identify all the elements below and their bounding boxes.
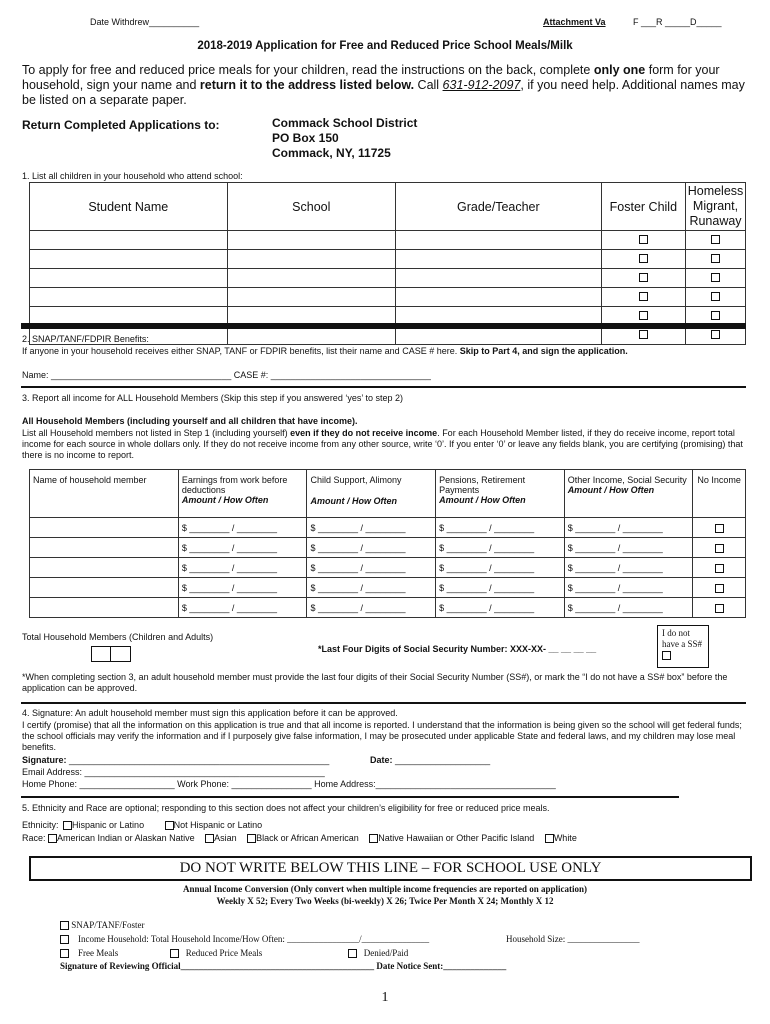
foster-checkbox[interactable] bbox=[639, 254, 648, 263]
no-income-checkbox[interactable] bbox=[715, 604, 724, 613]
col-no-income: No Income bbox=[693, 470, 746, 518]
col-child-support: Child Support, Alimony Amount / How Often bbox=[307, 470, 436, 518]
free-meals-checkbox[interactable] bbox=[60, 949, 69, 958]
return-address: Commack School District PO Box 150 Commack, NY, 11725 bbox=[272, 116, 418, 160]
income-table bbox=[29, 469, 746, 618]
fr-codes[interactable]: F ___R _____D_____ bbox=[633, 17, 722, 27]
step2-label: 2. SNAP/TANF/FDPIR Benefits: bbox=[22, 334, 149, 344]
table-row: $ ________ / ________ $ ________ / ________ $ ________ / ________ $ ________ / ________ bbox=[30, 558, 746, 578]
step3-heading: All Household Members (including yourself and all children that have income). bbox=[22, 416, 358, 426]
step3-instructions: List all Household members not listed in Step 1 (including yourself) even if they do not receive income. For each Household Member listed, if they do receive income, report total income for each source in whole dollars only. If they do not receive income from any other source, write ‘0’. If you enter ‘0’ or leave any fields blank, you are certifying (promising) that there is no income to report. bbox=[22, 428, 743, 460]
income-household-checkbox[interactable] bbox=[60, 935, 69, 944]
table-row: $ ________ / ________ $ ________ / ________ $ ________ / ________ $ ________ / ________ bbox=[30, 538, 746, 558]
snap-row: SNAP/TANF/Foster bbox=[60, 920, 145, 930]
snap-name-case-field[interactable]: Name: ____________________________________ CASE #: ________________________________ bbox=[22, 370, 431, 380]
household-size-field[interactable]: Household Size: ________________ bbox=[506, 934, 640, 944]
ethnicity-row: Ethnicity: Hispanic or Latino Not Hispanic or Latino bbox=[22, 820, 263, 830]
homeless-checkbox[interactable] bbox=[711, 292, 720, 301]
signature-row: Signature: ____________________________________________________ bbox=[22, 755, 330, 765]
foster-checkbox[interactable] bbox=[639, 311, 648, 320]
signature-field[interactable]: ____________________________________________________ bbox=[69, 755, 330, 765]
pacific-islander-checkbox[interactable] bbox=[369, 834, 378, 843]
date-field[interactable]: ___________________ bbox=[395, 755, 491, 765]
email-field[interactable]: Email Address: ________________________________________________ bbox=[22, 767, 325, 777]
no-income-checkbox[interactable] bbox=[715, 524, 724, 533]
table-row bbox=[30, 288, 746, 307]
foster-checkbox[interactable] bbox=[639, 273, 648, 282]
col-earnings: Earnings from work before deductions Amount / How Often bbox=[178, 470, 307, 518]
denied-checkbox[interactable] bbox=[348, 949, 357, 958]
office-use-banner: DO NOT WRITE BELOW THIS LINE – FOR SCHOOL USE ONLY bbox=[29, 856, 752, 881]
race-row: Race: American Indian or Alaskan Native Asian Black or African American Native Hawaiian or Other Pacific Island White bbox=[22, 833, 577, 843]
free-meals-row: Free Meals bbox=[60, 948, 118, 958]
table-row bbox=[30, 231, 746, 250]
table-row: $ ________ / ________ $ ________ / ________ $ ________ / ________ $ ________ / ________ bbox=[30, 598, 746, 618]
homeless-checkbox[interactable] bbox=[711, 311, 720, 320]
col-homeless: Homeless Migrant, Runaway bbox=[686, 183, 746, 231]
foster-checkbox[interactable] bbox=[639, 235, 648, 244]
step3-label: 3. Report all income for ALL Household Members (Skip this step if you answered ‘yes’ to step 2) bbox=[22, 393, 404, 403]
income-household-row: Income Household: Total Household Income/How Often: ________________/_______________ bbox=[60, 934, 429, 944]
section-divider bbox=[21, 702, 746, 704]
children-table bbox=[29, 182, 746, 345]
no-income-checkbox[interactable] bbox=[715, 564, 724, 573]
no-income-checkbox[interactable] bbox=[715, 544, 724, 553]
conversion-rates: Weekly X 52; Every Two Weeks (bi-weekly) X 26; Twice Per Month X 24; Monthly X 12 bbox=[216, 896, 554, 906]
step1-label: 1. List all children in your household who attend school: bbox=[22, 171, 243, 181]
table-row bbox=[30, 250, 746, 269]
help-phone-link[interactable]: 631-912-2097 bbox=[442, 78, 521, 92]
col-student-name: Student Name bbox=[30, 183, 228, 231]
section-divider bbox=[21, 323, 746, 329]
not-hispanic-checkbox[interactable] bbox=[165, 821, 174, 830]
section-divider bbox=[21, 796, 679, 798]
table-row bbox=[30, 269, 746, 288]
date-withdrew-field[interactable]: Date Withdrew__________ bbox=[90, 17, 200, 27]
homeless-checkbox[interactable] bbox=[711, 254, 720, 263]
page-title: 2018-2019 Application for Free and Reduced Price School Meals/Milk bbox=[197, 40, 573, 52]
phone-address-fields[interactable]: Home Phone: ___________________ Work Phone: ________________ Home Address:____________________________________ bbox=[22, 779, 556, 789]
col-school: School bbox=[227, 183, 395, 231]
denied-row: Denied/Paid bbox=[348, 948, 408, 958]
reduced-meals-checkbox[interactable] bbox=[170, 949, 179, 958]
table-row: $ ________ / ________ $ ________ / ________ $ ________ / ________ $ ________ / ________ bbox=[30, 578, 746, 598]
step4-certification: I certify (promise) that all the information on this application is true and that all income is reported. I understand that the information is being given so the school will get federal funds; the school officials may verify the information and if I purposely give false information, I may be prosecuted under applicable State and federal laws, and my children may lose meal benefits. bbox=[22, 720, 742, 752]
black-checkbox[interactable] bbox=[247, 834, 256, 843]
ssn-field[interactable]: *Last Four Digits of Social Security Number: XXX-XX- __ __ __ __ bbox=[318, 644, 597, 654]
snap-checkbox[interactable] bbox=[60, 921, 69, 930]
foster-checkbox[interactable] bbox=[639, 330, 648, 339]
table-row: $ ________ / ________ $ ________ / ________ $ ________ / ________ $ ________ / ________ bbox=[30, 518, 746, 538]
section-divider bbox=[21, 386, 746, 388]
total-members-box[interactable] bbox=[91, 646, 131, 662]
asian-checkbox[interactable] bbox=[205, 834, 214, 843]
date-row: Date: ___________________ bbox=[370, 755, 491, 765]
col-foster-child: Foster Child bbox=[601, 183, 685, 231]
homeless-checkbox[interactable] bbox=[711, 235, 720, 244]
col-pensions: Pensions, Retirement Payments Amount / How Often bbox=[436, 470, 565, 518]
conversion-heading: Annual Income Conversion (Only convert when multiple income frequencies are reported on application) bbox=[183, 884, 587, 894]
homeless-checkbox[interactable] bbox=[711, 330, 720, 339]
no-income-checkbox[interactable] bbox=[715, 584, 724, 593]
hispanic-checkbox[interactable] bbox=[63, 821, 72, 830]
return-to-label: Return Completed Applications to: bbox=[22, 118, 220, 132]
attachment-label: Attachment Va bbox=[543, 17, 606, 27]
step2-text: If anyone in your household receives either SNAP, TANF or FDPIR benefits, list their name and CASE # here. Skip to Part 4, and sign the application. bbox=[22, 346, 628, 356]
intro-paragraph: To apply for free and reduced price meals for your children, read the instructions on the back, complete only one form for your household, sign your name and return it to the address listed below. Call 631-912-2097, if you need help. Additional names may be listed on a separate paper. bbox=[22, 63, 745, 107]
page-number: 1 bbox=[381, 990, 389, 1005]
no-ssn-box: I do not have a SS# bbox=[657, 625, 709, 668]
ssn-note: *When completing section 3, an adult household member must provide the last four digits of their Social Security Number (SS#), or mark the “I do not have a SS# box” before the application can be approved. bbox=[22, 672, 728, 693]
homeless-checkbox[interactable] bbox=[711, 273, 720, 282]
col-grade-teacher: Grade/Teacher bbox=[395, 183, 601, 231]
step4-label: 4. Signature: An adult household member must sign this application before it can be approved. bbox=[22, 708, 398, 718]
american-indian-checkbox[interactable] bbox=[48, 834, 57, 843]
total-members-label: Total Household Members (Children and Adults) bbox=[22, 632, 214, 642]
reduced-meals-row: Reduced Price Meals bbox=[170, 948, 262, 958]
col-other-income: Other Income, Social Security Amount / How Often bbox=[564, 470, 693, 518]
col-member-name: Name of household member bbox=[30, 470, 179, 518]
foster-checkbox[interactable] bbox=[639, 292, 648, 301]
no-ssn-checkbox[interactable] bbox=[662, 651, 671, 660]
reviewing-official-field[interactable]: Signature of Reviewing Official___________________________________________ Date Notice Sent:______________ bbox=[60, 961, 507, 971]
white-checkbox[interactable] bbox=[545, 834, 554, 843]
step5-label: 5. Ethnicity and Race are optional; responding to this section does not affect your children’s eligibility for free or reduced price meals. bbox=[22, 803, 550, 813]
